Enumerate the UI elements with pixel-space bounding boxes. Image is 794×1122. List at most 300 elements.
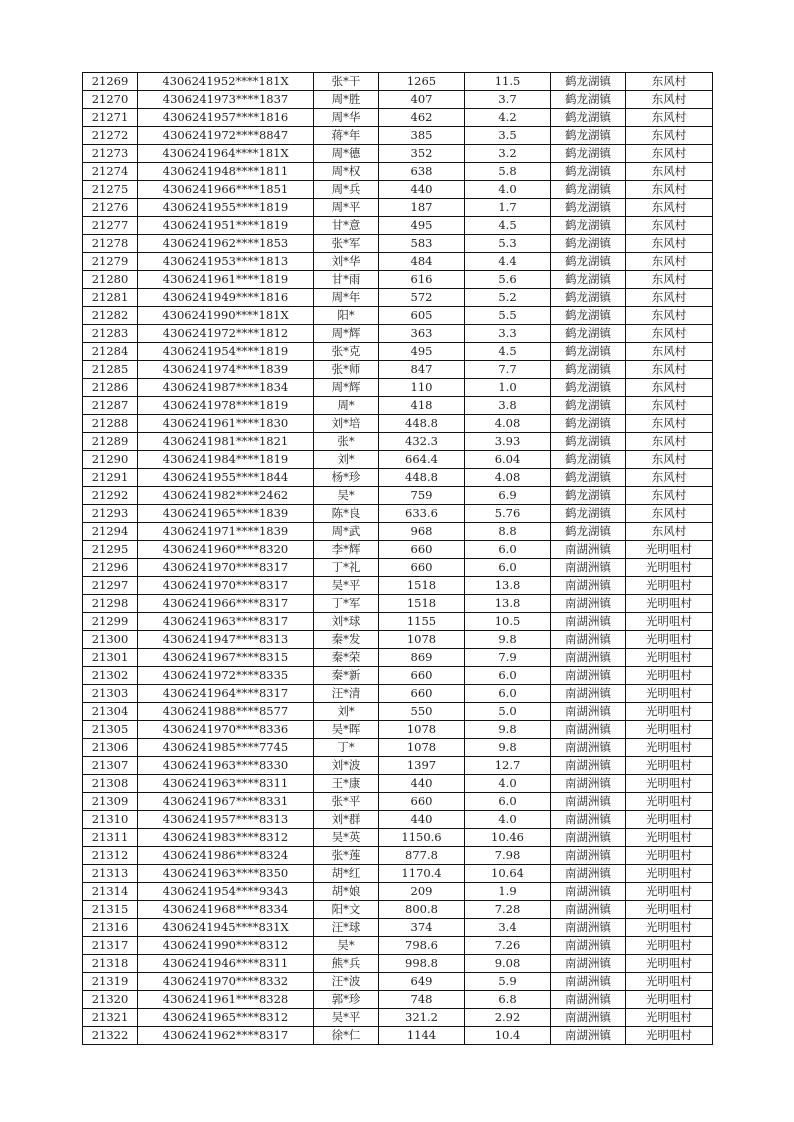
id-number-cell: 4306241968****8334	[138, 901, 314, 919]
village-cell: 东风村	[626, 505, 713, 523]
id-number-cell: 4306241954****1819	[138, 343, 314, 361]
row-number-cell: 21314	[83, 883, 138, 901]
row-number-cell: 21304	[83, 703, 138, 721]
row-number-cell: 21290	[83, 451, 138, 469]
area-cell: 10.46	[465, 829, 551, 847]
id-number-cell: 4306241984****1819	[138, 451, 314, 469]
village-cell: 光明咀村	[626, 793, 713, 811]
table-row	[83, 307, 713, 325]
area-cell: 4.5	[465, 343, 551, 361]
town-cell: 鹤龙湖镇	[551, 217, 626, 235]
table-row	[83, 793, 713, 811]
name-cell: 秦*新	[314, 667, 379, 685]
town-cell: 鹤龙湖镇	[551, 397, 626, 415]
amount-cell: 440	[379, 811, 465, 829]
name-cell: 吴*平	[314, 1009, 379, 1027]
table-row	[83, 973, 713, 991]
name-cell: 周*	[314, 397, 379, 415]
row-number-cell: 21282	[83, 307, 138, 325]
area-cell: 5.2	[465, 289, 551, 307]
town-cell: 鹤龙湖镇	[551, 73, 626, 91]
name-cell: 李*辉	[314, 541, 379, 559]
table-row	[83, 1027, 713, 1045]
amount-cell: 1144	[379, 1027, 465, 1045]
id-number-cell: 4306241982****2462	[138, 487, 314, 505]
town-cell: 鹤龙湖镇	[551, 523, 626, 541]
row-number-cell: 21279	[83, 253, 138, 271]
table-row	[83, 433, 713, 451]
town-cell: 南湖洲镇	[551, 559, 626, 577]
village-cell: 东风村	[626, 181, 713, 199]
village-cell: 光明咀村	[626, 775, 713, 793]
row-number-cell: 21285	[83, 361, 138, 379]
table-row	[83, 127, 713, 145]
amount-cell: 432.3	[379, 433, 465, 451]
village-cell: 光明咀村	[626, 595, 713, 613]
amount-cell: 968	[379, 523, 465, 541]
table-row	[83, 883, 713, 901]
name-cell: 刘*培	[314, 415, 379, 433]
table-row	[83, 325, 713, 343]
town-cell: 鹤龙湖镇	[551, 253, 626, 271]
id-number-cell: 4306241955****1819	[138, 199, 314, 217]
table-row	[83, 217, 713, 235]
area-cell: 4.2	[465, 109, 551, 127]
area-cell: 10.5	[465, 613, 551, 631]
table-row	[83, 865, 713, 883]
village-cell: 东风村	[626, 163, 713, 181]
table-row	[83, 937, 713, 955]
row-number-cell: 21269	[83, 73, 138, 91]
village-cell: 光明咀村	[626, 991, 713, 1009]
village-cell: 东风村	[626, 325, 713, 343]
village-cell: 光明咀村	[626, 721, 713, 739]
amount-cell: 495	[379, 343, 465, 361]
name-cell: 丁*军	[314, 595, 379, 613]
town-cell: 南湖洲镇	[551, 991, 626, 1009]
village-cell: 东风村	[626, 379, 713, 397]
table-row	[83, 955, 713, 973]
village-cell: 东风村	[626, 361, 713, 379]
town-cell: 南湖洲镇	[551, 883, 626, 901]
id-number-cell: 4306241981****1821	[138, 433, 314, 451]
name-cell: 胡*娘	[314, 883, 379, 901]
id-number-cell: 4306241966****8317	[138, 595, 314, 613]
table-row	[83, 991, 713, 1009]
village-cell: 东风村	[626, 289, 713, 307]
table-row	[83, 757, 713, 775]
name-cell: 刘*波	[314, 757, 379, 775]
area-cell: 4.08	[465, 415, 551, 433]
area-cell: 4.08	[465, 469, 551, 487]
row-number-cell: 21301	[83, 649, 138, 667]
amount-cell: 1078	[379, 721, 465, 739]
row-number-cell: 21296	[83, 559, 138, 577]
amount-cell: 407	[379, 91, 465, 109]
table-row	[83, 109, 713, 127]
id-number-cell: 4306241987****1834	[138, 379, 314, 397]
row-number-cell: 21292	[83, 487, 138, 505]
name-cell: 陈*良	[314, 505, 379, 523]
id-number-cell: 4306241972****1812	[138, 325, 314, 343]
village-cell: 光明咀村	[626, 613, 713, 631]
amount-cell: 495	[379, 217, 465, 235]
name-cell: 汪*球	[314, 919, 379, 937]
village-cell: 光明咀村	[626, 937, 713, 955]
row-number-cell: 21319	[83, 973, 138, 991]
row-number-cell: 21306	[83, 739, 138, 757]
town-cell: 南湖洲镇	[551, 631, 626, 649]
town-cell: 南湖洲镇	[551, 595, 626, 613]
area-cell: 4.0	[465, 811, 551, 829]
table-row	[83, 847, 713, 865]
village-cell: 光明咀村	[626, 811, 713, 829]
name-cell: 王*康	[314, 775, 379, 793]
village-cell: 光明咀村	[626, 847, 713, 865]
name-cell: 张*干	[314, 73, 379, 91]
row-number-cell: 21303	[83, 685, 138, 703]
village-cell: 光明咀村	[626, 955, 713, 973]
town-cell: 南湖洲镇	[551, 937, 626, 955]
table-row	[83, 379, 713, 397]
name-cell: 甘*意	[314, 217, 379, 235]
town-cell: 南湖洲镇	[551, 721, 626, 739]
amount-cell: 440	[379, 775, 465, 793]
name-cell: 张*军	[314, 235, 379, 253]
table-row	[83, 703, 713, 721]
table-row	[83, 487, 713, 505]
name-cell: 吴*	[314, 487, 379, 505]
village-cell: 东风村	[626, 433, 713, 451]
area-cell: 6.0	[465, 541, 551, 559]
table-row	[83, 199, 713, 217]
town-cell: 南湖洲镇	[551, 775, 626, 793]
id-number-cell: 4306241945****831X	[138, 919, 314, 937]
area-cell: 3.2	[465, 145, 551, 163]
name-cell: 周*权	[314, 163, 379, 181]
village-cell: 光明咀村	[626, 883, 713, 901]
area-cell: 7.28	[465, 901, 551, 919]
table-row	[83, 811, 713, 829]
town-cell: 南湖洲镇	[551, 901, 626, 919]
name-cell: 张*克	[314, 343, 379, 361]
amount-cell: 363	[379, 325, 465, 343]
village-cell: 光明咀村	[626, 577, 713, 595]
row-number-cell: 21288	[83, 415, 138, 433]
town-cell: 南湖洲镇	[551, 541, 626, 559]
village-cell: 东风村	[626, 415, 713, 433]
town-cell: 鹤龙湖镇	[551, 163, 626, 181]
area-cell: 3.4	[465, 919, 551, 937]
row-number-cell: 21316	[83, 919, 138, 937]
row-number-cell: 21305	[83, 721, 138, 739]
village-cell: 东风村	[626, 523, 713, 541]
name-cell: 周*兵	[314, 181, 379, 199]
amount-cell: 798.6	[379, 937, 465, 955]
id-number-cell: 4306241960****8320	[138, 541, 314, 559]
town-cell: 南湖洲镇	[551, 811, 626, 829]
id-number-cell: 4306241952****181X	[138, 73, 314, 91]
amount-cell: 462	[379, 109, 465, 127]
id-number-cell: 4306241967****8315	[138, 649, 314, 667]
village-cell: 东风村	[626, 199, 713, 217]
village-cell: 东风村	[626, 127, 713, 145]
id-number-cell: 4306241964****8317	[138, 685, 314, 703]
town-cell: 鹤龙湖镇	[551, 145, 626, 163]
row-number-cell: 21313	[83, 865, 138, 883]
village-cell: 光明咀村	[626, 649, 713, 667]
table-row	[83, 145, 713, 163]
id-number-cell: 4306241954****9343	[138, 883, 314, 901]
area-cell: 4.5	[465, 217, 551, 235]
table-row	[83, 523, 713, 541]
town-cell: 鹤龙湖镇	[551, 307, 626, 325]
table-row	[83, 685, 713, 703]
row-number-cell: 21271	[83, 109, 138, 127]
row-number-cell: 21274	[83, 163, 138, 181]
amount-cell: 1078	[379, 631, 465, 649]
row-number-cell: 21286	[83, 379, 138, 397]
row-number-cell: 21272	[83, 127, 138, 145]
table-row	[83, 829, 713, 847]
area-cell: 5.3	[465, 235, 551, 253]
name-cell: 丁*	[314, 739, 379, 757]
town-cell: 鹤龙湖镇	[551, 451, 626, 469]
amount-cell: 638	[379, 163, 465, 181]
amount-cell: 605	[379, 307, 465, 325]
name-cell: 刘*球	[314, 613, 379, 631]
row-number-cell: 21280	[83, 271, 138, 289]
amount-cell: 484	[379, 253, 465, 271]
town-cell: 南湖洲镇	[551, 703, 626, 721]
village-cell: 光明咀村	[626, 667, 713, 685]
table-row	[83, 775, 713, 793]
amount-cell: 877.8	[379, 847, 465, 865]
area-cell: 10.64	[465, 865, 551, 883]
records-table-body	[83, 73, 713, 1045]
amount-cell: 1518	[379, 577, 465, 595]
town-cell: 南湖洲镇	[551, 865, 626, 883]
row-number-cell: 21273	[83, 145, 138, 163]
village-cell: 光明咀村	[626, 865, 713, 883]
area-cell: 3.8	[465, 397, 551, 415]
amount-cell: 1170.4	[379, 865, 465, 883]
village-cell: 东风村	[626, 307, 713, 325]
id-number-cell: 4306241972****8335	[138, 667, 314, 685]
town-cell: 南湖洲镇	[551, 577, 626, 595]
name-cell: 阳*文	[314, 901, 379, 919]
amount-cell: 800.8	[379, 901, 465, 919]
amount-cell: 847	[379, 361, 465, 379]
name-cell: 张*平	[314, 793, 379, 811]
id-number-cell: 4306241986****8324	[138, 847, 314, 865]
name-cell: 周*辉	[314, 325, 379, 343]
town-cell: 南湖洲镇	[551, 919, 626, 937]
id-number-cell: 4306241949****1816	[138, 289, 314, 307]
id-number-cell: 4306241963****8311	[138, 775, 314, 793]
name-cell: 丁*礼	[314, 559, 379, 577]
table-row	[83, 73, 713, 91]
table-row	[83, 559, 713, 577]
row-number-cell: 21291	[83, 469, 138, 487]
village-cell: 东风村	[626, 487, 713, 505]
area-cell: 1.0	[465, 379, 551, 397]
area-cell: 7.9	[465, 649, 551, 667]
area-cell: 7.7	[465, 361, 551, 379]
amount-cell: 110	[379, 379, 465, 397]
table-row	[83, 667, 713, 685]
name-cell: 周*德	[314, 145, 379, 163]
table-row	[83, 613, 713, 631]
name-cell: 秦*发	[314, 631, 379, 649]
town-cell: 鹤龙湖镇	[551, 109, 626, 127]
area-cell: 9.08	[465, 955, 551, 973]
town-cell: 鹤龙湖镇	[551, 199, 626, 217]
id-number-cell: 4306241964****181X	[138, 145, 314, 163]
town-cell: 鹤龙湖镇	[551, 181, 626, 199]
id-number-cell: 4306241972****8847	[138, 127, 314, 145]
table-row	[83, 649, 713, 667]
name-cell: 徐*仁	[314, 1027, 379, 1045]
village-cell: 东风村	[626, 91, 713, 109]
id-number-cell: 4306241965****1839	[138, 505, 314, 523]
name-cell: 周*武	[314, 523, 379, 541]
row-number-cell: 21270	[83, 91, 138, 109]
amount-cell: 440	[379, 181, 465, 199]
amount-cell: 649	[379, 973, 465, 991]
town-cell: 南湖洲镇	[551, 847, 626, 865]
id-number-cell: 4306241955****1844	[138, 469, 314, 487]
row-number-cell: 21310	[83, 811, 138, 829]
id-number-cell: 4306241961****1830	[138, 415, 314, 433]
table-row	[83, 541, 713, 559]
amount-cell: 448.8	[379, 415, 465, 433]
amount-cell: 1155	[379, 613, 465, 631]
village-cell: 东风村	[626, 451, 713, 469]
name-cell: 刘*群	[314, 811, 379, 829]
row-number-cell: 21297	[83, 577, 138, 595]
area-cell: 1.9	[465, 883, 551, 901]
town-cell: 鹤龙湖镇	[551, 325, 626, 343]
area-cell: 12.7	[465, 757, 551, 775]
name-cell: 蒋*年	[314, 127, 379, 145]
table-row	[83, 577, 713, 595]
row-number-cell: 21308	[83, 775, 138, 793]
town-cell: 鹤龙湖镇	[551, 343, 626, 361]
id-number-cell: 4306241957****8313	[138, 811, 314, 829]
table-row	[83, 721, 713, 739]
area-cell: 9.8	[465, 721, 551, 739]
table-row	[83, 91, 713, 109]
row-number-cell: 21294	[83, 523, 138, 541]
area-cell: 9.8	[465, 739, 551, 757]
row-number-cell: 21317	[83, 937, 138, 955]
town-cell: 鹤龙湖镇	[551, 91, 626, 109]
amount-cell: 660	[379, 541, 465, 559]
id-number-cell: 4306241983****8312	[138, 829, 314, 847]
amount-cell: 660	[379, 685, 465, 703]
id-number-cell: 4306241963****8330	[138, 757, 314, 775]
name-cell: 周*胜	[314, 91, 379, 109]
row-number-cell: 21311	[83, 829, 138, 847]
town-cell: 鹤龙湖镇	[551, 127, 626, 145]
village-cell: 光明咀村	[626, 829, 713, 847]
amount-cell: 352	[379, 145, 465, 163]
name-cell: 汪*清	[314, 685, 379, 703]
area-cell: 6.0	[465, 685, 551, 703]
town-cell: 鹤龙湖镇	[551, 505, 626, 523]
village-cell: 光明咀村	[626, 739, 713, 757]
id-number-cell: 4306241946****8311	[138, 955, 314, 973]
area-cell: 3.7	[465, 91, 551, 109]
town-cell: 南湖洲镇	[551, 955, 626, 973]
name-cell: 周*华	[314, 109, 379, 127]
row-number-cell: 21298	[83, 595, 138, 613]
id-number-cell: 4306241990****181X	[138, 307, 314, 325]
id-number-cell: 4306241985****7745	[138, 739, 314, 757]
name-cell: 刘*	[314, 451, 379, 469]
area-cell: 6.0	[465, 667, 551, 685]
id-number-cell: 4306241967****8331	[138, 793, 314, 811]
table-row	[83, 343, 713, 361]
table-row	[83, 235, 713, 253]
name-cell: 胡*红	[314, 865, 379, 883]
id-number-cell: 4306241978****1819	[138, 397, 314, 415]
name-cell: 张*	[314, 433, 379, 451]
name-cell: 刘*华	[314, 253, 379, 271]
name-cell: 熊*兵	[314, 955, 379, 973]
area-cell: 11.5	[465, 73, 551, 91]
town-cell: 南湖洲镇	[551, 757, 626, 775]
amount-cell: 1265	[379, 73, 465, 91]
town-cell: 南湖洲镇	[551, 793, 626, 811]
table-row	[83, 631, 713, 649]
village-cell: 光明咀村	[626, 541, 713, 559]
amount-cell: 998.8	[379, 955, 465, 973]
records-table	[82, 72, 713, 1045]
row-number-cell: 21322	[83, 1027, 138, 1045]
table-row	[83, 163, 713, 181]
name-cell: 郭*珍	[314, 991, 379, 1009]
area-cell: 10.4	[465, 1027, 551, 1045]
row-number-cell: 21312	[83, 847, 138, 865]
town-cell: 鹤龙湖镇	[551, 433, 626, 451]
area-cell: 9.8	[465, 631, 551, 649]
area-cell: 5.9	[465, 973, 551, 991]
village-cell: 东风村	[626, 73, 713, 91]
village-cell: 光明咀村	[626, 919, 713, 937]
town-cell: 鹤龙湖镇	[551, 469, 626, 487]
row-number-cell: 21281	[83, 289, 138, 307]
id-number-cell: 4306241961****8328	[138, 991, 314, 1009]
town-cell: 鹤龙湖镇	[551, 271, 626, 289]
village-cell: 光明咀村	[626, 901, 713, 919]
row-number-cell: 21275	[83, 181, 138, 199]
table-row	[83, 397, 713, 415]
area-cell: 5.0	[465, 703, 551, 721]
id-number-cell: 4306241966****1851	[138, 181, 314, 199]
town-cell: 南湖洲镇	[551, 829, 626, 847]
amount-cell: 1078	[379, 739, 465, 757]
row-number-cell: 21278	[83, 235, 138, 253]
id-number-cell: 4306241948****1811	[138, 163, 314, 181]
table-row	[83, 451, 713, 469]
name-cell: 吴*平	[314, 577, 379, 595]
area-cell: 13.8	[465, 577, 551, 595]
row-number-cell: 21302	[83, 667, 138, 685]
id-number-cell: 4306241962****1853	[138, 235, 314, 253]
id-number-cell: 4306241957****1816	[138, 109, 314, 127]
